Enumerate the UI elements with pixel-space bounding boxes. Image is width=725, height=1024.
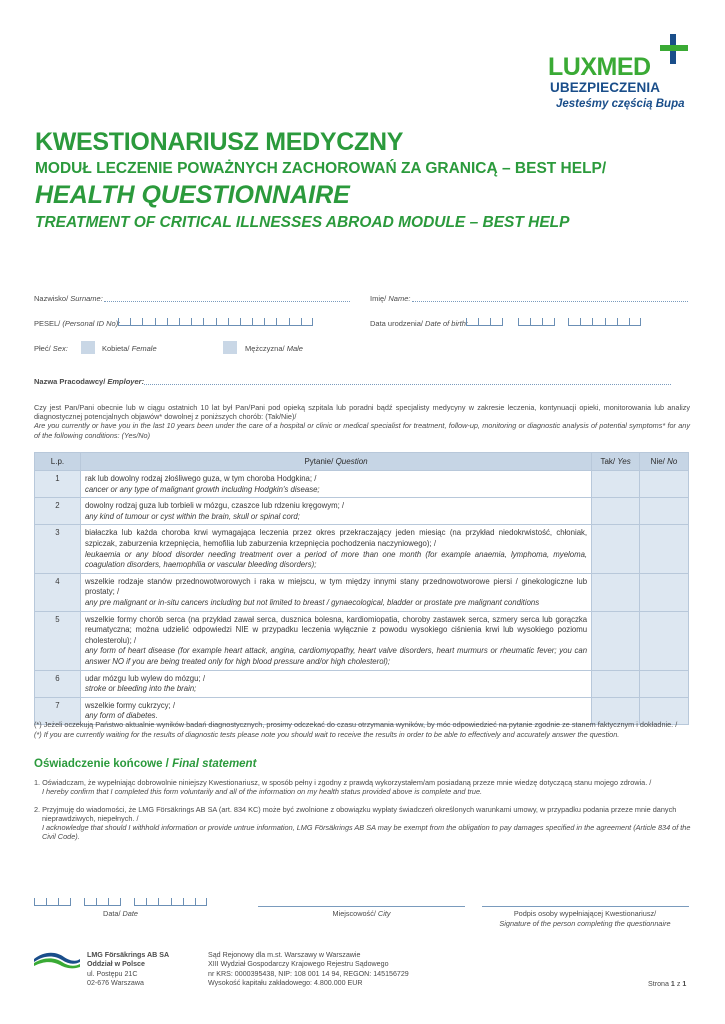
female-checkbox[interactable] (81, 341, 95, 354)
row-number: 5 (35, 611, 81, 670)
yes-cell[interactable] (592, 573, 640, 611)
date-year-field[interactable] (134, 898, 207, 906)
signature-label: Podpis osoby wypełniającej Kwestionariusz/ Signature of the person completing the questionnaire (499, 909, 671, 928)
yes-cell[interactable] (592, 525, 640, 573)
signature-field[interactable] (482, 906, 689, 907)
male-checkbox[interactable] (223, 341, 237, 354)
no-cell[interactable] (640, 611, 689, 670)
question-text: udar mózgu lub wylew do mózgu; / stroke or bleeding into the brain; (80, 670, 591, 697)
city-field[interactable] (258, 906, 465, 907)
dob-year-field[interactable] (568, 318, 641, 326)
surname-field[interactable] (104, 301, 350, 302)
col-no: Nie/ No (640, 453, 689, 471)
footnote (34, 720, 694, 740)
intro-en: Are you currently or have you in the last 10 years been under the care of a hospital or clinic or medical specialist for treatment, follow-up, monitoring or diagnostic analysis of potential symptoms* for any of the following conditions: (Yes/No) (34, 421, 690, 440)
title-pl: KWESTIONARIUSZ MEDYCZNY (35, 128, 404, 156)
col-yes: Tak/ Yes (592, 453, 640, 471)
question-text: białaczka lub każda choroba krwi wymagająca leczenia przez okres przekraczający jeden miesiąc (na przykład niedokrwistość, chłoniak, szpiczak, zaburzenia krzepnięcia, hemofilia lub zaburzenia krzepnięcia pochodzenia naczyniowego); / leukaemia or any blood disorder needing treatment over a period of more than one month (for example anaemia, lymphoma, myeloma, coagulation disorders, haemophilia or vascular bleeding disorders); (80, 525, 591, 573)
luxmed-logo (548, 34, 698, 114)
logo-word: LUXMED (548, 53, 651, 81)
question-text: rak lub dowolny rodzaj złośliwego guza, w tym choroba Hodgkina; / cancer or any type of malignant growth including Hodgkin's disease; (80, 471, 591, 498)
page-number: Strona 1 z 1 (648, 980, 687, 988)
no-cell[interactable] (640, 573, 689, 611)
row-number: 1 (35, 471, 81, 498)
col-lp: L.p. (35, 453, 81, 471)
surname-label: Nazwisko/ Surname: (34, 294, 103, 303)
city-label: Miejscowość/ City (332, 909, 391, 918)
row-number: 7 (35, 697, 81, 724)
subtitle-en: TREATMENT OF CRITICAL ILLNESSES ABROAD MODULE – BEST HELP (35, 214, 570, 231)
firstname-label: Imię/ Name: (370, 294, 411, 303)
table-row (35, 573, 689, 611)
logo-sub: UBEZPIECZENIA (550, 80, 661, 95)
female-label: Kobieta/ Female (102, 344, 157, 353)
footer-address: LMG Försäkrings AB SA Oddział w Polsce ul. Postępu 21C 02-676 Warszawa (87, 951, 170, 988)
row-number: 4 (35, 573, 81, 611)
footnote-en: (*) If you are currently waiting for the results of diagnostic tests please note you should wait to receive the results in order to be able to effectively and accurately answer the question. (34, 730, 620, 739)
row-number: 2 (35, 498, 81, 525)
no-cell[interactable] (640, 525, 689, 573)
intro-text (34, 403, 690, 440)
pesel-field[interactable] (118, 318, 313, 326)
table-row (35, 611, 689, 670)
date-label: Data/ Date (103, 909, 138, 918)
footnote-pl: (*) Jeżeli oczekują Państwo aktualnie wyników badań diagnostycznych, prosimy odczekać do czasu otrzymania wyników, by móc odpowiedzieć na pytanie zgodnie ze stanem faktycznym i dokładnie. / (34, 720, 678, 729)
question-text: wszelkie formy chorób serca (na przykład zawał serca, dusznica bolesna, kardiomiopatia, choroby zastawek serca, szmery serca lub gorączka reumatyczna; można udzielić odpowiedzi NIE w przypadku leczenia wyłącznie z powodu wysokiego ciśnienia krwi lub wysokiego poziomu cholesterolu); / any form of heart disease (for example heart attack, angina, cardiomyopathy, heart valve disorders, heart murmurs or rheumatic fever; you can answer NO if you are being treated only for high blood pressure and/or high cholesterol); (80, 611, 591, 670)
no-cell[interactable] (640, 670, 689, 697)
statement-2: 2. Przyjmuję do wiadomości, że LMG Försäkrings AB SA (art. 834 KC) może być zwolnione z obowiązku wypłaty świadczeń określonych warunkami umowy, w przypadku podania przeze mnie danych nieprawdziwych, niepełnych. / I acknowledge that should I withhold information or provide untrue information, LMG Försäkrings AB SA may be exempt from the obligation to pay damages specified in the agreement (Article 834 of the Civil Code). (34, 805, 691, 841)
dob-month-field[interactable] (518, 318, 555, 326)
date-month-field[interactable] (84, 898, 121, 906)
no-cell[interactable] (640, 498, 689, 525)
table-row (35, 525, 689, 573)
sex-label: Płeć/ Sex: (34, 344, 68, 353)
question-text: dowolny rodzaj guza lub torbieli w mózgu, czaszce lub rdzeniu kręgowym; / any kind of tumour or cyst within the brain, skull or spinal cord; (80, 498, 591, 525)
final-statement-heading: Oświadczenie końcowe / Final statement (34, 758, 257, 770)
row-number: 3 (35, 525, 81, 573)
table-header-row (35, 453, 689, 471)
yes-cell[interactable] (592, 611, 640, 670)
footer-registry: Sąd Rejonowy dla m.st. Warszawy w Warszawie XIII Wydział Gospodarczy Krajowego Rejestru Sądowego nr KRS: 0000395438, NIP: 108 001 14 94, REGON: 145156729 Wysokość kapitału zakładowego: 4.800.000 EUR (208, 951, 409, 988)
yes-cell[interactable] (592, 498, 640, 525)
row-number: 6 (35, 670, 81, 697)
yes-cell[interactable] (592, 471, 640, 498)
questions-table (34, 452, 689, 725)
dob-label: Data urodzenia/ Date of birth: (370, 319, 468, 328)
footer-wave-logo-icon (34, 951, 80, 969)
subtitle-pl: MODUŁ LECZENIE POWAŻNYCH ZACHOROWAŃ ZA GRANICĄ – BEST HELP/ (35, 160, 607, 177)
logo-tagline: Jesteśmy częścią Bupa (556, 98, 685, 110)
table-row (35, 498, 689, 525)
table-row (35, 670, 689, 697)
title-en: HEALTH QUESTIONNAIRE (35, 181, 350, 209)
question-text: wszelkie formy cukrzycy; / any form of diabetes. (80, 697, 591, 724)
date-day-field[interactable] (34, 898, 71, 906)
employer-field[interactable] (144, 384, 671, 385)
yes-cell[interactable] (592, 670, 640, 697)
table-row (35, 471, 689, 498)
male-label: Mężczyzna/ Male (245, 344, 303, 353)
pesel-label: PESEL/ (Personal ID No): (34, 319, 121, 328)
firstname-field[interactable] (412, 301, 688, 302)
logo-cross-icon (660, 34, 688, 64)
col-question: Pytanie/ Question (80, 453, 591, 471)
question-text: wszelkie rodzaje stanów przednowotworowych i raka w miejscu, w tym między innymi stany przednowotworowe piersi / ginekologiczne lub prostaty; / any pre malignant or in-situ cancers including but not limited to breast / gynaecological, bladder or prostate pre malignant conditions (80, 573, 591, 611)
dob-day-field[interactable] (466, 318, 503, 326)
statement-1: 1. Oświadczam, że wypełniając dobrowolnie niniejszy Kwestionariusz, w sposób pełny i zgodny z prawdą wykorzystałem/am posiadaną przeze mnie wiedzę dotyczącą stanu mojego zdrowia. / I hereby confirm that I completed this form voluntarily and all of the information on my health status provided above is complete and true. (34, 778, 652, 796)
intro-pl: Czy jest Pan/Pani obecnie lub w ciągu ostatnich 10 lat był Pan/Pani pod opieką szpitala lub poradni bądź specjalisty medycyny w zakresie leczenia, kontynuacji opieki, monitorowania lub analizy diagnostycznej potencjalnych objawów* dowolnej z poniższych chorób: (Tak/Nie)/ (34, 403, 690, 422)
no-cell[interactable] (640, 471, 689, 498)
employer-label: Nazwa Pracodawcy/ Employer: (34, 377, 145, 386)
